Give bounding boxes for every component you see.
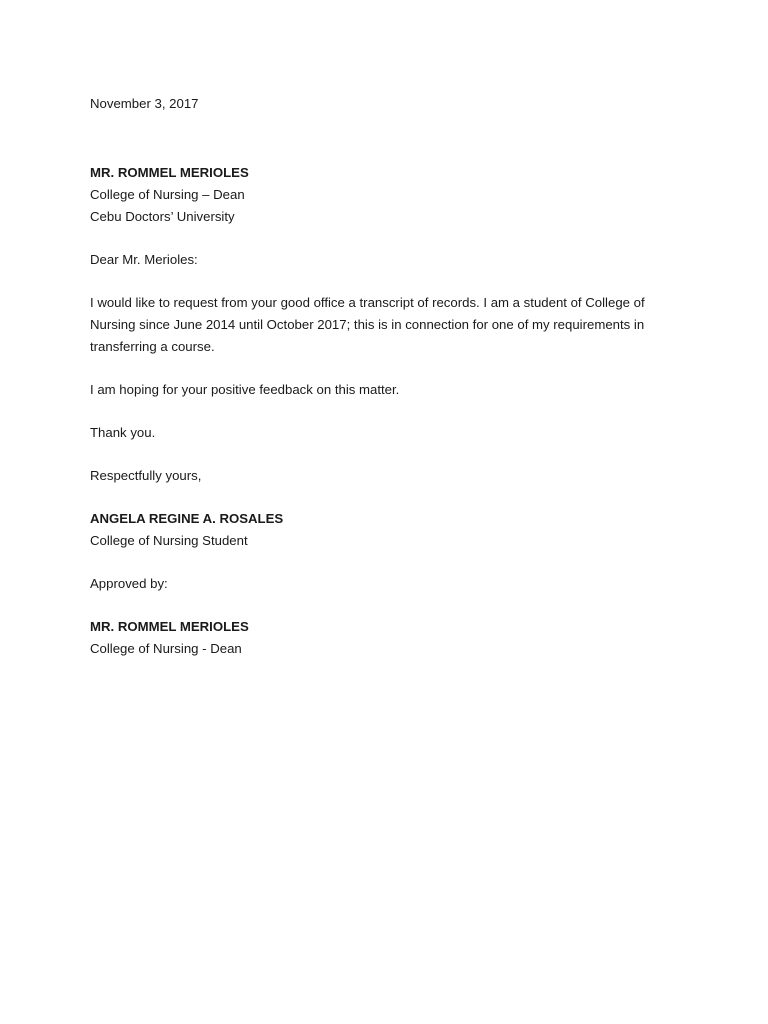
sender-title: College of Nursing Student bbox=[90, 533, 248, 548]
request-line: I would like to request from your good office a transcript of records. I am a student of College of bbox=[90, 295, 645, 310]
recipient-block bbox=[90, 162, 690, 228]
recipient-title: College of Nursing – Dean bbox=[90, 187, 245, 202]
approval-label: Approved by: bbox=[90, 576, 168, 591]
request-line: Nursing since June 2014 until October 2017; this is in connection for one of my requirements in bbox=[90, 317, 645, 332]
spacer bbox=[90, 271, 690, 292]
closing: Respectfully yours, bbox=[90, 468, 202, 483]
thanks-paragraph: Thank you. bbox=[90, 425, 156, 440]
spacer bbox=[90, 595, 690, 616]
spacer bbox=[90, 401, 690, 422]
spacer bbox=[90, 358, 690, 379]
salutation: Dear Mr. Merioles: bbox=[90, 252, 198, 267]
spacer bbox=[90, 444, 690, 465]
letter bbox=[90, 93, 690, 660]
recipient-institution: Cebu Doctors’ University bbox=[90, 209, 235, 224]
spacer bbox=[90, 487, 690, 508]
letter-date: November 3, 2017 bbox=[90, 96, 199, 111]
approver-name: MR. ROMMEL MERIOLES bbox=[90, 619, 249, 634]
hope-paragraph: I am hoping for your positive feedback on this matter. bbox=[90, 382, 400, 397]
spacer bbox=[90, 228, 690, 249]
spacer bbox=[90, 552, 690, 573]
request-paragraph bbox=[90, 292, 690, 358]
approver-title: College of Nursing - Dean bbox=[90, 641, 242, 656]
approver-block bbox=[90, 616, 690, 660]
spacer bbox=[90, 115, 690, 162]
sender-name: ANGELA REGINE A. ROSALES bbox=[90, 511, 284, 526]
sender-block bbox=[90, 508, 690, 552]
request-line: transferring a course. bbox=[90, 339, 215, 354]
recipient-name: MR. ROMMEL MERIOLES bbox=[90, 165, 249, 180]
